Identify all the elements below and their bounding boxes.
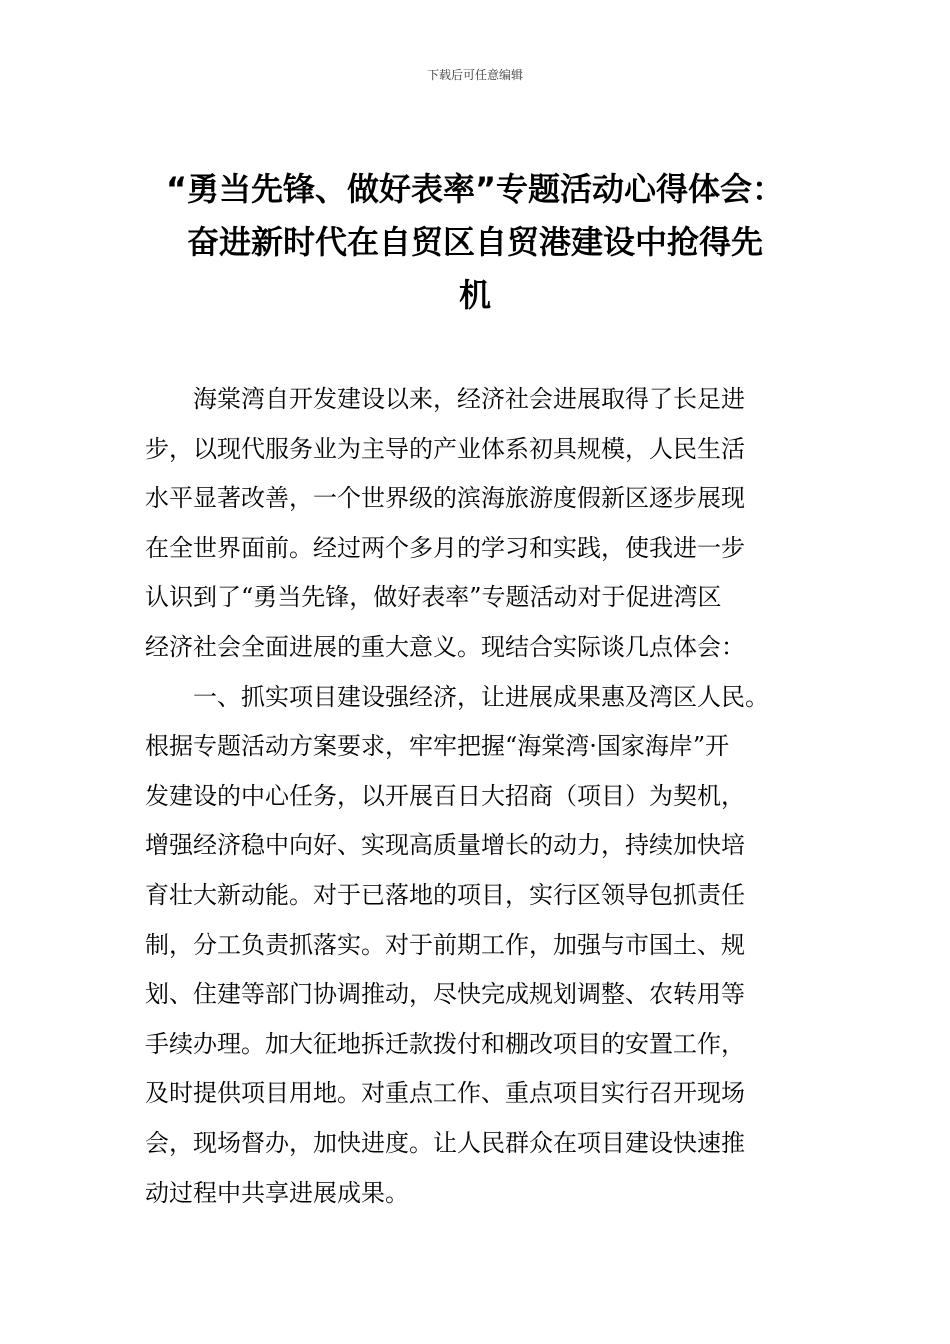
paragraph-line: 海棠湾自开发建设以来，经济社会进展取得了长足进 — [193, 385, 745, 413]
paragraph-line: 发建设的中心任务，以开展百日大招商（项目）为契机， — [145, 781, 745, 810]
paragraph-line: 步，以现代服务业为主导的产业体系初具规模，人民生活 — [145, 434, 745, 463]
title-line: 奋进新时代在自贸区自贸港建设中抢得先 — [186, 223, 763, 261]
paragraph-line: 经济社会全面进展的重大意义。现结合实际谈几点体会： — [145, 632, 745, 661]
paragraph-line: 根据专题活动方案要求，牢牢把握“海棠湾·国家海岸”开 — [145, 732, 730, 761]
paragraph-line: 会，现场督办，加快进度。让人民群众在项目建设快速推 — [145, 1128, 745, 1157]
paragraph-line: 认识到了“勇当先锋，做好表率”专题活动对于促进湾区 — [145, 583, 722, 612]
section-heading-line: 一、抓实项目建设强经济，让进展成果惠及湾区人民。 — [193, 682, 769, 711]
paragraph-line: 育壮大新动能。对于已落地的项目，实行区领导包抓责任 — [145, 880, 745, 909]
paragraph-line: 手续办理。加大征地拆迁款拨付和棚改项目的安置工作， — [145, 1029, 745, 1058]
page-header-note: 下载后可任意编辑 — [426, 68, 523, 82]
paragraph-line: 在全世界面前。经过两个多月的学习和实践，使我进一步 — [145, 533, 745, 562]
title-line: “勇当先锋、做好表率”专题活动心得体会： — [165, 170, 785, 208]
document-title — [140, 163, 810, 322]
paragraph-line: 制，分工负责抓落实。对于前期工作，加强与市国土、规 — [145, 930, 745, 959]
paragraph-line: 水平显著改善，一个世界级的滨海旅游度假新区逐步展现 — [145, 484, 745, 513]
paragraph-line: 及时提供项目用地。对重点工作、重点项目实行召开现场 — [145, 1079, 745, 1108]
paragraph-line: 划、住建等部门协调推动，尽快完成规划调整、农转用等 — [145, 980, 745, 1009]
paragraph-line: 增强经济稳中向好、实现高质量增长的动力，持续加快培 — [145, 831, 745, 860]
paragraph-line: 动过程中共享进展成果。 — [145, 1178, 409, 1207]
document-body — [145, 375, 810, 1218]
title-line: 机 — [458, 276, 491, 314]
